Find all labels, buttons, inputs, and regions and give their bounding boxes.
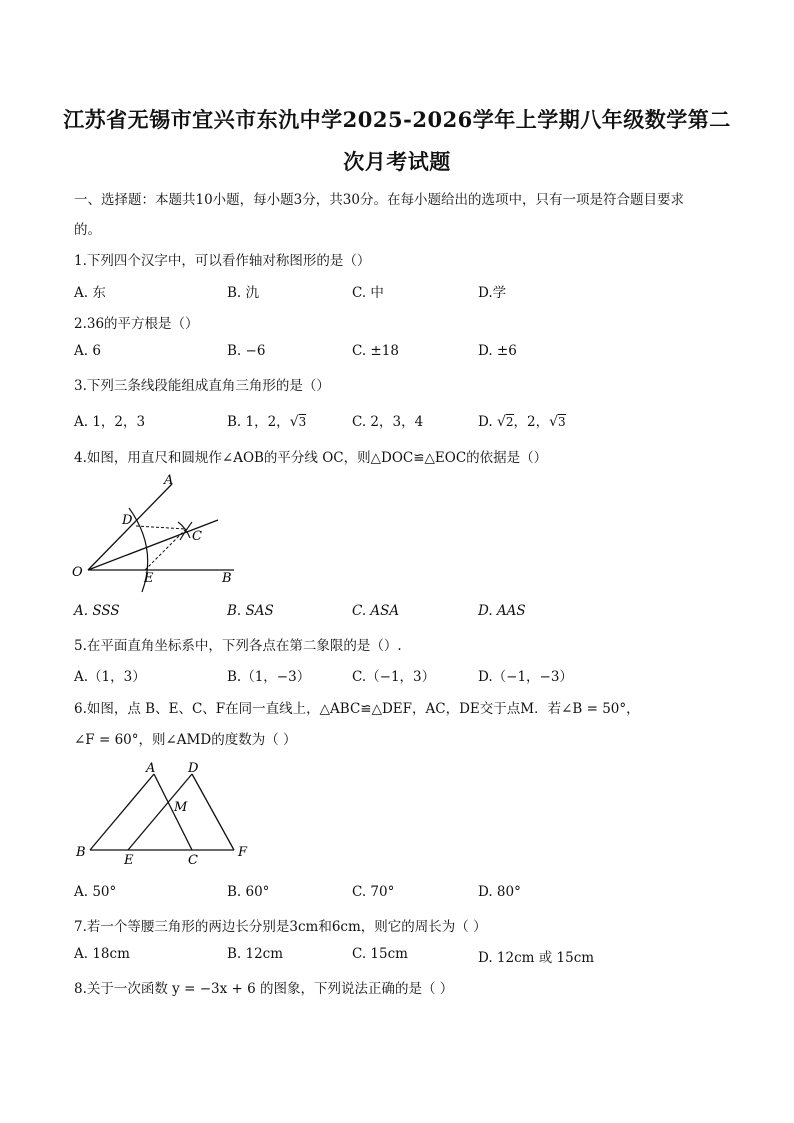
label-A: A xyxy=(146,761,156,776)
label-C: C xyxy=(188,853,198,868)
option-b-text: B. 1，2， xyxy=(227,414,290,430)
exam-title-line1: 江苏省无锡市宜兴市东氿中学2025-2026学年上学期八年级数学第二 xyxy=(63,107,731,132)
section-instructions-cont: 的。 xyxy=(74,222,101,238)
question-2-stem: 2.36的平方根是（） xyxy=(74,316,199,332)
question-1-option-d[interactable]: D.学 xyxy=(478,285,507,301)
label-B: B xyxy=(222,571,232,586)
question-7-option-b[interactable]: B. 12cm xyxy=(227,946,284,962)
question-6-option-c[interactable]: C. 70° xyxy=(352,884,395,900)
question-3-option-c[interactable]: C. 2，3，4 xyxy=(352,414,424,430)
sqrt-sign: √ xyxy=(289,414,299,430)
question-1-stem: 1.下列四个汉字中，可以看作轴对称图形的是（） xyxy=(74,253,371,269)
question-6-stem-line2: ∠F = 60°，则∠AMD的度数为（ ） xyxy=(74,732,297,748)
label-M: M xyxy=(174,800,188,815)
label-D: D xyxy=(122,513,133,528)
sqrt-radicand: 3 xyxy=(558,415,566,429)
question-2-option-c[interactable]: C. ±18 xyxy=(352,343,399,359)
question-3-option-d[interactable] xyxy=(478,410,566,430)
question-3-option-b[interactable] xyxy=(227,410,306,430)
question-5-stem: 5.在平面直角坐标系中，下列各点在第二象限的是（）. xyxy=(74,638,402,654)
segment-DC xyxy=(136,526,186,529)
question-6-option-d[interactable]: D. 80° xyxy=(478,884,521,900)
question-3-stem: 3.下列三条线段能组成直角三角形的是（） xyxy=(74,378,330,394)
question-1-option-c[interactable]: C. 中 xyxy=(352,285,384,301)
question-4-option-c[interactable]: C. ASA xyxy=(352,603,400,619)
question-5-option-a[interactable]: A.（1，3） xyxy=(74,669,146,685)
label-O: O xyxy=(72,565,83,580)
label-E: E xyxy=(144,571,154,586)
question-5-option-b[interactable]: B.（1，−3） xyxy=(227,669,311,685)
question-7-option-c[interactable]: C. 15cm xyxy=(352,946,408,962)
label-B: B xyxy=(76,845,86,860)
compass-arc-small-1 xyxy=(178,522,190,538)
question-8-stem: 8.关于一次函数 y = −3x + 6 的图象，下列说法正确的是（ ） xyxy=(74,981,454,997)
sqrt-radicand: 3 xyxy=(298,415,307,429)
question-7-option-d[interactable]: D. 12cm 或 15cm xyxy=(478,950,595,966)
angle-bisector-figure xyxy=(66,468,246,598)
question-7-option-a[interactable]: A. 18cm xyxy=(74,946,130,962)
question-2-option-b[interactable]: B. −6 xyxy=(227,343,266,359)
question-5-option-c[interactable]: C.（−1，3） xyxy=(352,669,436,685)
sqrt-radicand: 2 xyxy=(505,415,514,429)
question-6-option-a[interactable]: A. 50° xyxy=(74,884,117,900)
question-6-option-b[interactable]: B. 60° xyxy=(227,884,270,900)
exam-title-line2: 次月考试题 xyxy=(343,149,451,174)
question-4-stem: 4.如图，用直尺和圆规作∠AOB的平分线 OC，则△DOC≌△EOC的依据是（） xyxy=(74,450,548,466)
label-A: A xyxy=(164,473,174,488)
question-5-option-d[interactable]: D.（−1，−3） xyxy=(478,669,573,685)
side-AB xyxy=(90,774,154,850)
side-DF xyxy=(192,774,234,850)
section-instructions: 一、选择题：本题共10小题，每小题3分，共30分。在每小题给出的选项中，只有一项是符合题目要求 xyxy=(74,192,684,208)
option-d-mid: ，2， xyxy=(513,414,550,430)
question-2-option-a[interactable]: A. 6 xyxy=(74,343,101,359)
question-1-option-a[interactable]: A. 东 xyxy=(74,285,106,301)
label-F: F xyxy=(238,845,248,860)
label-C: C xyxy=(192,529,202,544)
label-D: D xyxy=(188,761,199,776)
question-4-option-d[interactable]: D. AAS xyxy=(478,603,526,619)
question-6-stem-line1: 6.如图，点 B、E、C、F在同一直线上，△ABC≌△DEF，AC，DE交于点M．若∠B = 50°， xyxy=(74,701,640,717)
question-2-option-d[interactable]: D. ±6 xyxy=(478,343,517,359)
sqrt-sign: √ xyxy=(496,414,506,430)
question-4-option-b[interactable]: B. SAS xyxy=(227,603,274,619)
question-4-option-a[interactable]: A. SSS xyxy=(74,603,120,619)
question-1-option-b[interactable]: B. 氿 xyxy=(227,285,260,301)
option-d-text: D. xyxy=(478,414,497,430)
question-3-option-a[interactable]: A. 1，2，3 xyxy=(74,414,146,430)
sqrt-sign: √ xyxy=(549,414,559,430)
question-7-stem: 7.若一个等腰三角形的两边长分别是3cm和6cm，则它的周长为（ ） xyxy=(74,919,487,935)
label-E: E xyxy=(124,853,134,868)
congruent-triangles-figure xyxy=(68,756,268,871)
